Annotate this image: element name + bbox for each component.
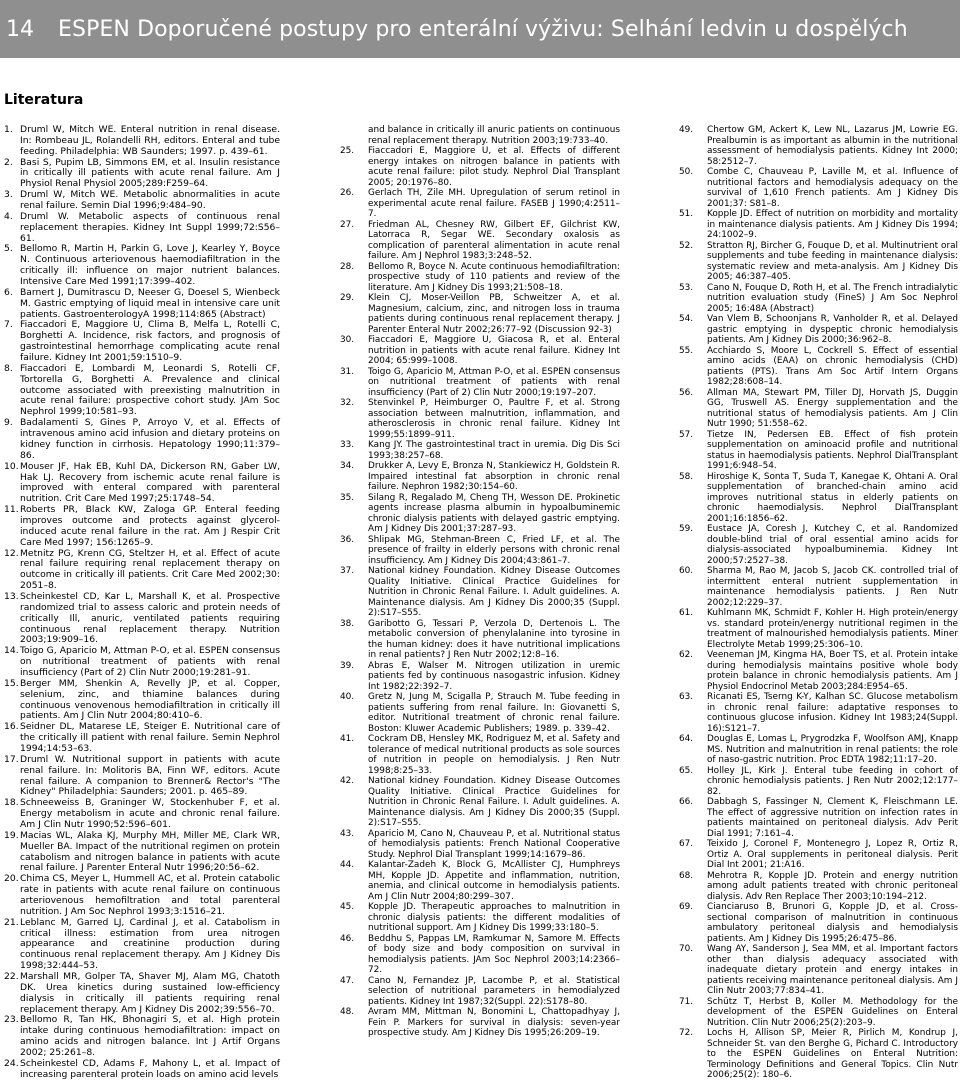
reference-number: 7. [4,319,13,331]
reference-number: 25. [340,146,355,156]
reference-text: Schneeweiss B, Graninger W, Stockenhuber F, et al. Energy metabolism in acute and chronic renal failure. Am J Clin Nutr 1990;52:596–601. [20,797,280,830]
reference-text: Combe C, Chauveau P, Laville M, et al. Influence of nutritional factors and hemodialysis adequacy on the survival of 1,610 French patients. Am J Kidney Dis 2001;37: S81–8. [707,167,958,209]
reference-text: Sharma M, Rao M, Jacob S, Jacob CK. controlled trial of intermittent enteral nutrient supplementation in maintenance hemodialysis patients. J Ren Nutr 2002;12:229–37. [707,566,958,608]
reference-item [340,335,620,367]
reference-number: 66. [679,797,694,807]
reference-item [679,1028,958,1081]
reference-text: Toigo G, Aparicio M, Attman P-O, et al. ESPEN consensus on nutritional treatment of patients with renal insufficiency (Part of 2) Clin Nutr 2000;19:281–91. [20,645,280,678]
reference-number: 20. [4,873,19,885]
reference-text: Fiaccadori E, Maggiore U, Clima B, Melfa L, Rotelli C, Borghetti A. Incidence, risk factors, and prognosis of gastrointestinal hemorrhage complicating acute renal failure. Kidney Int 2001;59:1510–9. [20,319,280,364]
reference-item [679,388,958,430]
reference-number: 31. [340,366,355,377]
reference-item [340,860,620,902]
reference-text: Mehrotra R, Kopple JD. Protein and energy nutrition among adult patients treated with chronic peritoneal dialysis. Adv Ren Replace Ther 2003;10:194–212. [707,870,958,902]
reference-number: 41. [340,734,355,744]
reference-text: Wang AY, Sanderson J, Sea MM, et al. Important factors other than dialysis adequacy associated with inadequate dietary protein and energy intakes in patients receiving maintenance peritoneal dialysis. Am J Clin Nutr 2003;77:834–41. [707,944,958,996]
reference-number: 68. [679,870,694,881]
reference-text: Klein CJ, Moser-Veillon PB, Schweitzer A, et al. Magnesium, calcium, zinc, and nitrogen loss in trauma patients during continuous renal replacement therapy. J Parenter Enteral Nutr 2002;26:77–92 (Discussion 92-3) [368,293,620,335]
reference-item [4,798,280,831]
reference-item [340,440,620,461]
reference-text: Holley JL, Kirk J. Enteral tube feeding in cohort of chronic hemodialysis patients. J Ren Nutr 2002;12:177–82. [707,765,958,797]
reference-item [340,566,620,619]
reference-number: 63. [679,692,694,702]
reference-item [340,934,620,976]
running-title: ESPEN Doporučené postupy pro enterální výživu: Selhání ledvin u dospělých [58,16,908,42]
reference-item [4,320,280,363]
reference-number: 33. [340,440,355,450]
reference-number: 36. [340,534,355,545]
reference-item [340,146,620,188]
reference-text: Kopple JD. Effect of nutrition on morbidity and mortality in maintenance dialysis patients. Am J Kidney Dis 1994; 24:1002–9. [707,209,958,240]
reference-item [340,461,620,493]
reference-item [4,364,280,418]
reference-number: 14. [4,645,19,657]
reference-text: Marshall MR, Golper TA, Shaver MJ, Alam MG, Chatoth DK. Urea kinetics during sustained low-efficiency dialysis in critically ill patients requiring renal replacement therapy. Am J Kidney Dis 2002;39:556–70. [20,971,280,1015]
reference-item [679,902,958,944]
reference-item [340,692,620,734]
reference-text: Tietze IN, Pedersen EB. Effect of fish protein supplementation on aminoacid profile and nutritional status in haemodialysis patients. Nephrol DialTransplant 1991;6:948–54. [707,429,958,471]
reference-number: 50. [679,167,694,177]
reference-text: Stenvinkel P, Heimburger O, Paultre F, et al. Strong association between malnutrition, inflammation, and atherosclerosis in chronic renal failure. Kidney Int 1999;55:1899–911. [368,398,620,440]
reference-text: Barnert J, Dumitrascu D, Neeser G, Doesel S, Wienbeck M. Gastric emptying of liquid meal in intensive care unit patients. GastroenterologyA 1998;114:865 (Abstract) [20,286,280,320]
reference-number: 28. [340,261,355,272]
reference-number: 40. [340,692,355,702]
reference-number: 27. [340,219,355,230]
reference-item [4,418,280,461]
reference-text: Silang R, Regalado M, Cheng TH, Wesson DE. Prokinetic agents increase plasma albumin in hypoalbuminemic chronic dialysis patients with delayed gastric emptying. Am J Kidney Dis 2001;37:287–93. [368,492,620,534]
reference-text: Bellomo R, Martin H, Parkin G, Love J, Kearley Y, Boyce N. Continuous arteriovenous haemodiafiltration in the critically ill: influence on major nutrient balances. Intensive Care Med 1991;17:399–402. [20,243,280,288]
reference-text: Roberts PR, Black KW, Zaloga GP. Enteral feeding improves outcome and protects against glycerol-induced acute renal failure in the rat. Am J Respir Crit Care Med 1997; 156:1265–9. [20,504,280,548]
reference-item [340,829,620,861]
reference-number: 24. [4,1057,19,1069]
reference-number: 49. [679,125,694,135]
reference-item [4,874,280,917]
reference-number: 35. [340,492,355,503]
reference-number: 4. [4,210,13,222]
reference-item [4,549,280,592]
reference-text: Bellomo R, Boyce N. Acute continuous hemodiafiltration: prospective study of 110 patients and review of the literature. Am J Kidney Dis 1993;21:508–18. [368,261,620,293]
reference-text: Druml W, Mitch WE. Metabolic abnormalities in acute renal failure. Semin Dial 1996;9:484–90. [20,189,280,212]
reference-number: 3. [4,189,13,201]
reference-number: 58. [679,471,694,482]
reference-number: 2. [4,156,13,168]
reference-number: 29. [340,293,355,303]
reference-item [679,472,958,525]
references-column-2 [340,125,620,1039]
reference-text: Seidner DL, Matarese LE, Steiger E. Nutritional care of the critically ill patient with renal failure. Semin Nephrol 1994;14:53–63. [20,721,280,754]
reference-text: Bellomo R, Tan HK, Bhonagiri S, et al. High protein intake during continuous hemodiafiltration: impact on amino acids and nitrogen balance. Int J Artif Organs 2002; 25:261–8. [20,1014,280,1059]
reference-text: Chertow GM, Ackert K, Lew NL, Lazarus JM, Lowrie EG. Prealbumin is as important as albumin in the nutritional assessment of hemodialysis patients. Kidney Int 2000; 58:2512–7. [707,125,958,167]
reference-item [4,755,280,798]
reference-text: Allman MA, Stewart PM, Tiller DJ, Horvath JS, Duggin GG, Truswell AS. Energy supplementation and the nutritional status of hemodialysis patients. Am J Clin Nutr 1990; 51:558–62. [707,387,958,429]
reference-text: Abras E, Walser M. Nitrogen utilization in uremic patients fed by continuous nasogastric infusion. Kidney Int 1982;22:392–7. [368,660,620,692]
reference-item [340,976,620,1008]
reference-item [4,646,280,679]
reference-item [340,262,620,294]
reference-text: Avram MM, Mittman N, Bonomini L, Chattopadhyay J, Fein P. Markers for survival in dialysis: seven-year prospective study. Am J Kidney Dis 1995;26:209–19. [368,1007,620,1038]
reference-text: Beddhu S, Pappas LM, Ramkumar N, Samore M. Effects of body size and body composition on survival in hemodialysis patients. JAm Soc Nephrol 2003;14:2366–72. [368,933,620,975]
reference-number: 18. [4,797,19,809]
reference-item [4,125,280,158]
reference-item [340,1007,620,1039]
references-column-3 [679,125,958,1081]
reference-number: 42. [340,776,355,786]
reference-item [4,505,280,548]
reference-number: 30. [340,335,355,345]
reference-text: Douglas E, Lomas L, Prygrodzka F, Woolfson AMJ, Knapp MS. Nutrition and malnutrition in renal patients: the role of naso-gastric nutrition. Proc EDTA 1982;11:17–20. [707,734,958,765]
reference-text: Druml W. Nutritional support in patients with acute renal failure. In: Molitoris BA, Finn WF, editors. Acute renal failure. A companion to Brenner& Rector's "The Kidney" Philadelphia: Saunders; 2001. p. 465–89. [20,753,280,798]
reference-item [340,776,620,829]
reference-item [679,566,958,608]
reference-text: Fiaccadori E, Maggiore U, et al. Effects of different energy intakes on nitrogen balance in patients with acute renal failure: pilot study. Nephrol Dial Transplant 2005; 20:1976–80. [368,146,620,188]
reference-number: 16. [4,721,19,733]
reference-number: 43. [340,828,355,839]
reference-number: 67. [679,839,694,849]
reference-item [679,650,958,692]
reference-number: 60. [679,566,694,576]
reference-text: Fiaccadori E, Maggiore U, Giacosa R, et al. Enteral nutrition in patients with acute renal failure. Kidney Int 2004; 65:999–1008. [368,335,620,366]
reference-text: Metnitz PG, Krenn CG, Steltzer H, et al. Effect of acute renal failure requiring renal replacement therapy on outcome in critically ill patients. Crit Care Med 2002;30: 2051–8. [20,547,280,592]
reference-text: Fiaccadori E, Lombardi M, Leonardi S, Rotelli CF, Tortorella G, Borghetti A. Prevalence and clinical outcome associated with preexisting malnutrition in acute renal failure: prospective cohort study. JAm Soc Nephrol 1999;10:581–93. [20,362,280,418]
reference-item [4,918,280,972]
reference-number: 39. [340,660,355,671]
reference-text: Garibotto G, Tessari P, Verzola D, Dertenois L. The metabolic conversion of phenylalanine into tyrosine in the human kidney: does it have nutritional implications in renal patients? J Ren Nutr 2002;12:8–16. [368,618,620,660]
references-column-1 [4,125,280,1081]
reference-item [4,1015,280,1058]
reference-item [4,722,280,755]
reference-number: 45. [340,902,355,912]
reference-number: 6. [4,286,13,298]
reference-number: 26. [340,188,355,198]
reference-number: 37. [340,566,355,576]
reference-item [340,220,620,262]
reference-text: Scheinkestel CD, Adams F, Mahony L, et al. Impact of increasing parenteral protein loads on amino acid levels [20,1057,280,1080]
reference-item [679,734,958,766]
reference-number: 70. [679,944,694,954]
reference-item [340,535,620,567]
reference-number: 47. [340,975,355,986]
reference-item [4,244,280,287]
reference-number: 17. [4,753,19,765]
reference-number: 19. [4,829,19,841]
reference-text: Gerlach TH, Zile MH. Upregulation of serum retinol in experimental acute renal failure. FASEB J 1990;4:2511–7. [368,188,620,219]
reference-number: 8. [4,362,13,374]
reference-text: Schütz T, Herbst B, Koller M. Methodology for the development of the ESPEN Guidelines on Enteral Nutrition. Clin Nutr 2006;25(2):203–9. [707,996,958,1028]
reference-item [679,692,958,734]
reference-number: 22. [4,971,19,983]
reference-item [340,661,620,693]
reference-item [4,462,280,505]
reference-text: Cano N, Fernandez JP, Lacombe P, et al. Statistical selection of nutritional parameters in hemodialyzed patients. Kidney Int 1987;32(Suppl. 22):S178–80. [368,975,620,1007]
reference-number: 61. [679,608,694,618]
reference-text: Toigo G, Aparicio M, Attman P-O, et al. ESPEN consensus on nutritional treatment of patients with renal insufficiency (Part of 2) Clin Nutr 2000;19:197–207. [368,366,620,398]
reference-text: Kalantar-Zadeh K, Block G, McAllister CJ, Humphreys MH, Kopple JD. Appetite and inflammation, nutrition, anemia, and clinical outcome in hemodialysis patients. Am J Clin Nutr 2004;80:299–307. [368,860,620,902]
reference-item [679,167,958,209]
reference-item [679,346,958,388]
reference-item [4,831,280,874]
reference-text: Teixido J, Coronel F, Montenegro J, Lopez R, Ortiz R, Ortiz A. Oral supplements in peritoneal dialysis. Perit Dial Int 2001; 21:A16. [707,839,958,870]
reference-item [4,972,280,1015]
reference-item [679,283,958,315]
reference-continuation: and balance in critically ill anuric patients on continuous renal replacement therapy. Nutrition 2003;19:733–40. [368,125,620,146]
reference-item [4,212,280,245]
reference-item [679,839,958,871]
reference-item [679,241,958,283]
reference-text: Aparicio M, Cano N, Chauveau P, et al. Nutritional status of hemodialysis patients: French National Cooperative Study. Nephrol Dial Transplant 1999;14:1679–86. [368,828,620,860]
reference-item [340,188,620,220]
reference-number: 38. [340,618,355,629]
reference-text: Drukker A, Levy E, Bronza N, Stankiewicz H, Goldstein R. Impaired intestinal fat absorption in chronic renal failure. Nephron 1982;30:154–60. [368,461,620,492]
reference-text: Berger MM, Shenkin A, Revelly JP, et al. Copper, selenium, zinc, and thiamine balances during continuous venovenous hemodiafiltration in critically ill patients. Am J Clin Nutr 2004;80:410–6. [20,677,280,722]
reference-number: 55. [679,345,694,356]
reference-text: Badalamenti S, Gines P, Arroyo V, et al. Effects of intravenous amino acid infusion and dietary proteins on kidney function in cirrhosis. Hepatology 1990;11:379–86. [20,417,280,461]
reference-number: 11. [4,504,19,516]
reference-number: 5. [4,243,13,255]
reference-item [4,1059,280,1081]
reference-item [679,314,958,346]
reference-number: 13. [4,590,19,602]
reference-text: Druml W, Mitch WE. Enteral nutrition in renal disease. In: Rombeau JL, Rolandelli RH, editors. Enteral and tube feeding. Philadelphia: WB Saunders; 1997. p. 439–61. [20,124,280,157]
reference-item [679,125,958,167]
reference-number: 64. [679,734,694,744]
reference-item [340,734,620,776]
reference-number: 44. [340,860,355,870]
reference-number: 53. [679,282,694,293]
reference-text: Cano N, Fouque D, Roth H, et al. The French intradialytic nutrition evaluation study (FineS) J Am Soc Nephrol 2005; 16:48A (Abstract) [707,282,958,314]
reference-item [4,158,280,191]
reference-text: Acchiardo S, Moore L, Cockrell S. Effect of essential amino acids (EAA) on chronic hemodialysis (CHD) patients (PTS). Trans Am Soc Artif Intern Organs 1982;28:608–14. [707,345,958,387]
reference-number: 12. [4,547,19,559]
reference-item [4,679,280,722]
reference-text: Cianciaruso B, Brunori G, Kopple JD, et al. Cross-sectional comparison of malnutrition in continuous ambulatory peritoneal dialysis and hemodialysis patients. Am J Kidney Dis 1995;26:475–86. [707,902,958,944]
running-header [0,0,960,58]
reference-item [340,367,620,399]
reference-text: Shlipak MG, Stehman-Breen C, Fried LF, et al. The presence of frailty in elderly persons with chronic renal insufficiency. Am J Kidney Dis 2004;43:861–7. [368,534,620,566]
reference-text: Kuhlmann MK, Schmidt F, Kohler H. High protein/energy vs. standard protein/energy nutritional regimen in the treatment of malnourished hemodialysis patients. Miner Electrolyte Metab 1999;25:306–10. [707,608,958,650]
reference-text: National kidney Foundation. Kidney Disease Outcomes Quality Initiative. Clinical Practice Guidelines for Nutrition in Chronic Renal Failure. I. Adult guidelines. A. Maintenance dialysis. Am J Kidney Dis 2000;35 (Suppl. 2):S17–S55. [368,776,620,828]
reference-number: 51. [679,209,694,219]
reference-text: Scheinkestel CD, Kar L, Marshall K, et al. Prospective randomized trial to assess caloric and protein needs of critically Ill, anuric, ventilated patients requiring continuous renal replacement therapy. Nutrition 2003;19:909–16. [20,590,280,646]
reference-text: Veeneman JM, Kingma HA, Boer TS, et al. Protein intake during hemodialysis maintains positive whole body protein balance in chronic hemodialysis patients. Am J Physiol Endocrinol Metab 2003;284:E954–65. [707,650,958,692]
reference-number: 34. [340,461,355,471]
reference-item [340,293,620,335]
reference-number: 15. [4,677,19,689]
reference-text: Hiroshige K, Sonta T, Suda T, Kanegae K, Ohtani A. Oral supplementation of branched-chain amino acid improves nutritional status in elderly patients on chronic haemodialysis. Nephrol DialTransplant 2001;16:1856–62. [707,471,958,524]
reference-item [340,493,620,535]
reference-number: 65. [679,765,694,776]
reference-text: Eustace JA, Coresh J, Kutchey C, et al. Randomized double-blind trial of oral essential amino acids for dialysis-associated hypoalbuminemia. Kidney Int 2000;57:2527–38. [707,524,958,566]
reference-number: 48. [340,1007,355,1017]
reference-text: National kidney Foundation. Kidney Disease Outcomes Quality Initiative. Clinical Practice Guidelines for Nutrition in Chronic Renal Failure. I. Adult guidelines. A. Maintenance dialysis. Am J Kidney Dis 2000;35 (Suppl. 2):S17–S55. [368,566,620,618]
section-heading: Literatura [4,92,84,108]
reference-item [340,398,620,440]
reference-item [340,902,620,934]
reference-number: 9. [4,417,13,429]
reference-item [679,209,958,241]
reference-item [679,608,958,650]
reference-item [679,944,958,997]
reference-item [679,524,958,566]
reference-text: Macias WL, Alaka KJ, Murphy MH, Miller ME, Clark WR, Mueller BA. Impact of the nutritional regimen on protein catabolism and nitrogen balance in patients with acute renal failure. J Parenter Enteral Nutr 1996;20:56–62. [20,829,280,874]
reference-text: Chima CS, Meyer L, Hummell AC, et al. Protein catabolic rate in patients with acute renal failure on continuous arteriovenous hemofiltration and total parenteral nutrition. J Am Soc Nephrol 1993;3:1516–21. [20,873,280,917]
reference-number: 46. [340,933,355,944]
reference-number: 56. [679,387,694,398]
reference-number: 52. [679,240,694,251]
reference-text: Van Vlem B, Schoonjans R, Vanholder R, et al. Delayed gastric emptying in dyspeptic chronic hemodialysis patients. Am J Kidney Dis 2000;36:962–8. [707,314,958,345]
reference-number: 72. [679,1028,694,1038]
reference-text: Lochs H, Allison SP, Meier R, Pirlich M, Kondrup J, Schneider St. van den Berghe G, Pichard C. Introductory to the ESPEN Guidelines on Enteral Nutrition: Terminology Definitions and General Topics. Clin Nutr 2006;25(2): 180–6. [707,1028,958,1080]
reference-text: Mouser JF, Hak EB, Kuhl DA, Dickerson RN, Gaber LW, Hak LJ. Recovery from ischemic acute renal failure is improved with enteral compared with parenteral nutrition. Crit Care Med 1997;25:1748–54. [20,460,280,505]
reference-number: 21. [4,916,19,928]
reference-number: 23. [4,1014,19,1026]
reference-item [679,871,958,903]
reference-item [679,430,958,472]
reference-number: 69. [679,902,694,912]
reference-text: Leblanc M, Garred LJ, Cardinal J, et al. Catabolism in critical illness: estimation from urea nitrogen appearance and creatinine production during continuous renal replacement therapy. Am J Kidney Dis 1998;32:444–53. [20,916,280,972]
reference-number: 10. [4,460,19,472]
reference-text: Cockram DB, Hensley MK, Rodriguez M, et al. Safety and tolerance of medical nutritional products as sole sources of nutrition in people on hemodialysis. J Ren Nutr 1998;8:25–33. [368,734,620,776]
reference-text: Kopple JD. Therapeutic approaches to malnutrition in chronic dialysis patients: the different modalities of nutritional support. Am J Kidney Dis 1999;33:180–5. [368,902,620,933]
reference-text: Druml W. Metabolic aspects of continuous renal replacement therapies. Kidney Int Suppl 1999;72:S56–61. [20,210,280,244]
reference-text: Gretz N, Jung M, Scigalla P, Strauch M. Tube feeding in patients suffering from renal failure. In: Giovanetti S, editor. Nutritional treatment of chronic renal failure. Boston: Kluwer Academic Publishers; 1989. p. 339–42. [368,692,620,734]
reference-number: 32. [340,398,355,408]
reference-text: Friedman AL, Chesney RW, Gilbert EF, Gilchrist KW, Latorraca R, Segar WE. Secondary oxalosis as complication of parenteral alimentation in acute renal failure. Am J Nephrol 1983;3:248–52. [368,219,620,261]
reference-number: 54. [679,314,694,324]
reference-text: Dabbagh S, Fassinger N, Clement K, Fleischmann LE. The effect of aggressive nutrition on infection rates in patients maintained on peritoneal dialysis. Adv Perit Dial 1991; 7:161–4. [707,797,958,839]
reference-number: 62. [679,650,694,660]
reference-text: Kang JY. The gastrointestinal tract in uremia. Dig Dis Sci 1993;38:257–68. [368,440,620,461]
page-number: 14 [6,16,34,42]
reference-item [4,592,280,646]
reference-item [679,797,958,839]
reference-text: Ricanati ES, Tserng K-Y, Kalhan SC. Glucose metabolism in chronic renal failure: adaptative responses to continuous glucose infusion. Kidney Int 1983;24(Suppl. 16):S121–7. [707,692,958,734]
reference-item [679,997,958,1029]
reference-number: 57. [679,429,694,440]
reference-text: Basi S, Pupim LB, Simmons EM, et al. Insulin resistance in critically ill patients with acute renal failure. Am J Physiol Renal Physiol 2005;289:F259–64. [20,156,280,190]
reference-item [340,619,620,661]
reference-item [4,190,280,212]
reference-item [679,766,958,798]
reference-text: Stratton RJ, Bircher G, Fouque D, et al. Multinutrient oral supplements and tube feeding in maintenance dialysis: systematic review and meta-analysis. Am J Kidney Dis 2005; 46:387–405. [707,240,958,282]
reference-number: 59. [679,524,694,534]
reference-number: 71. [679,996,694,1007]
reference-item [4,288,280,321]
reference-number: 1. [4,124,13,135]
